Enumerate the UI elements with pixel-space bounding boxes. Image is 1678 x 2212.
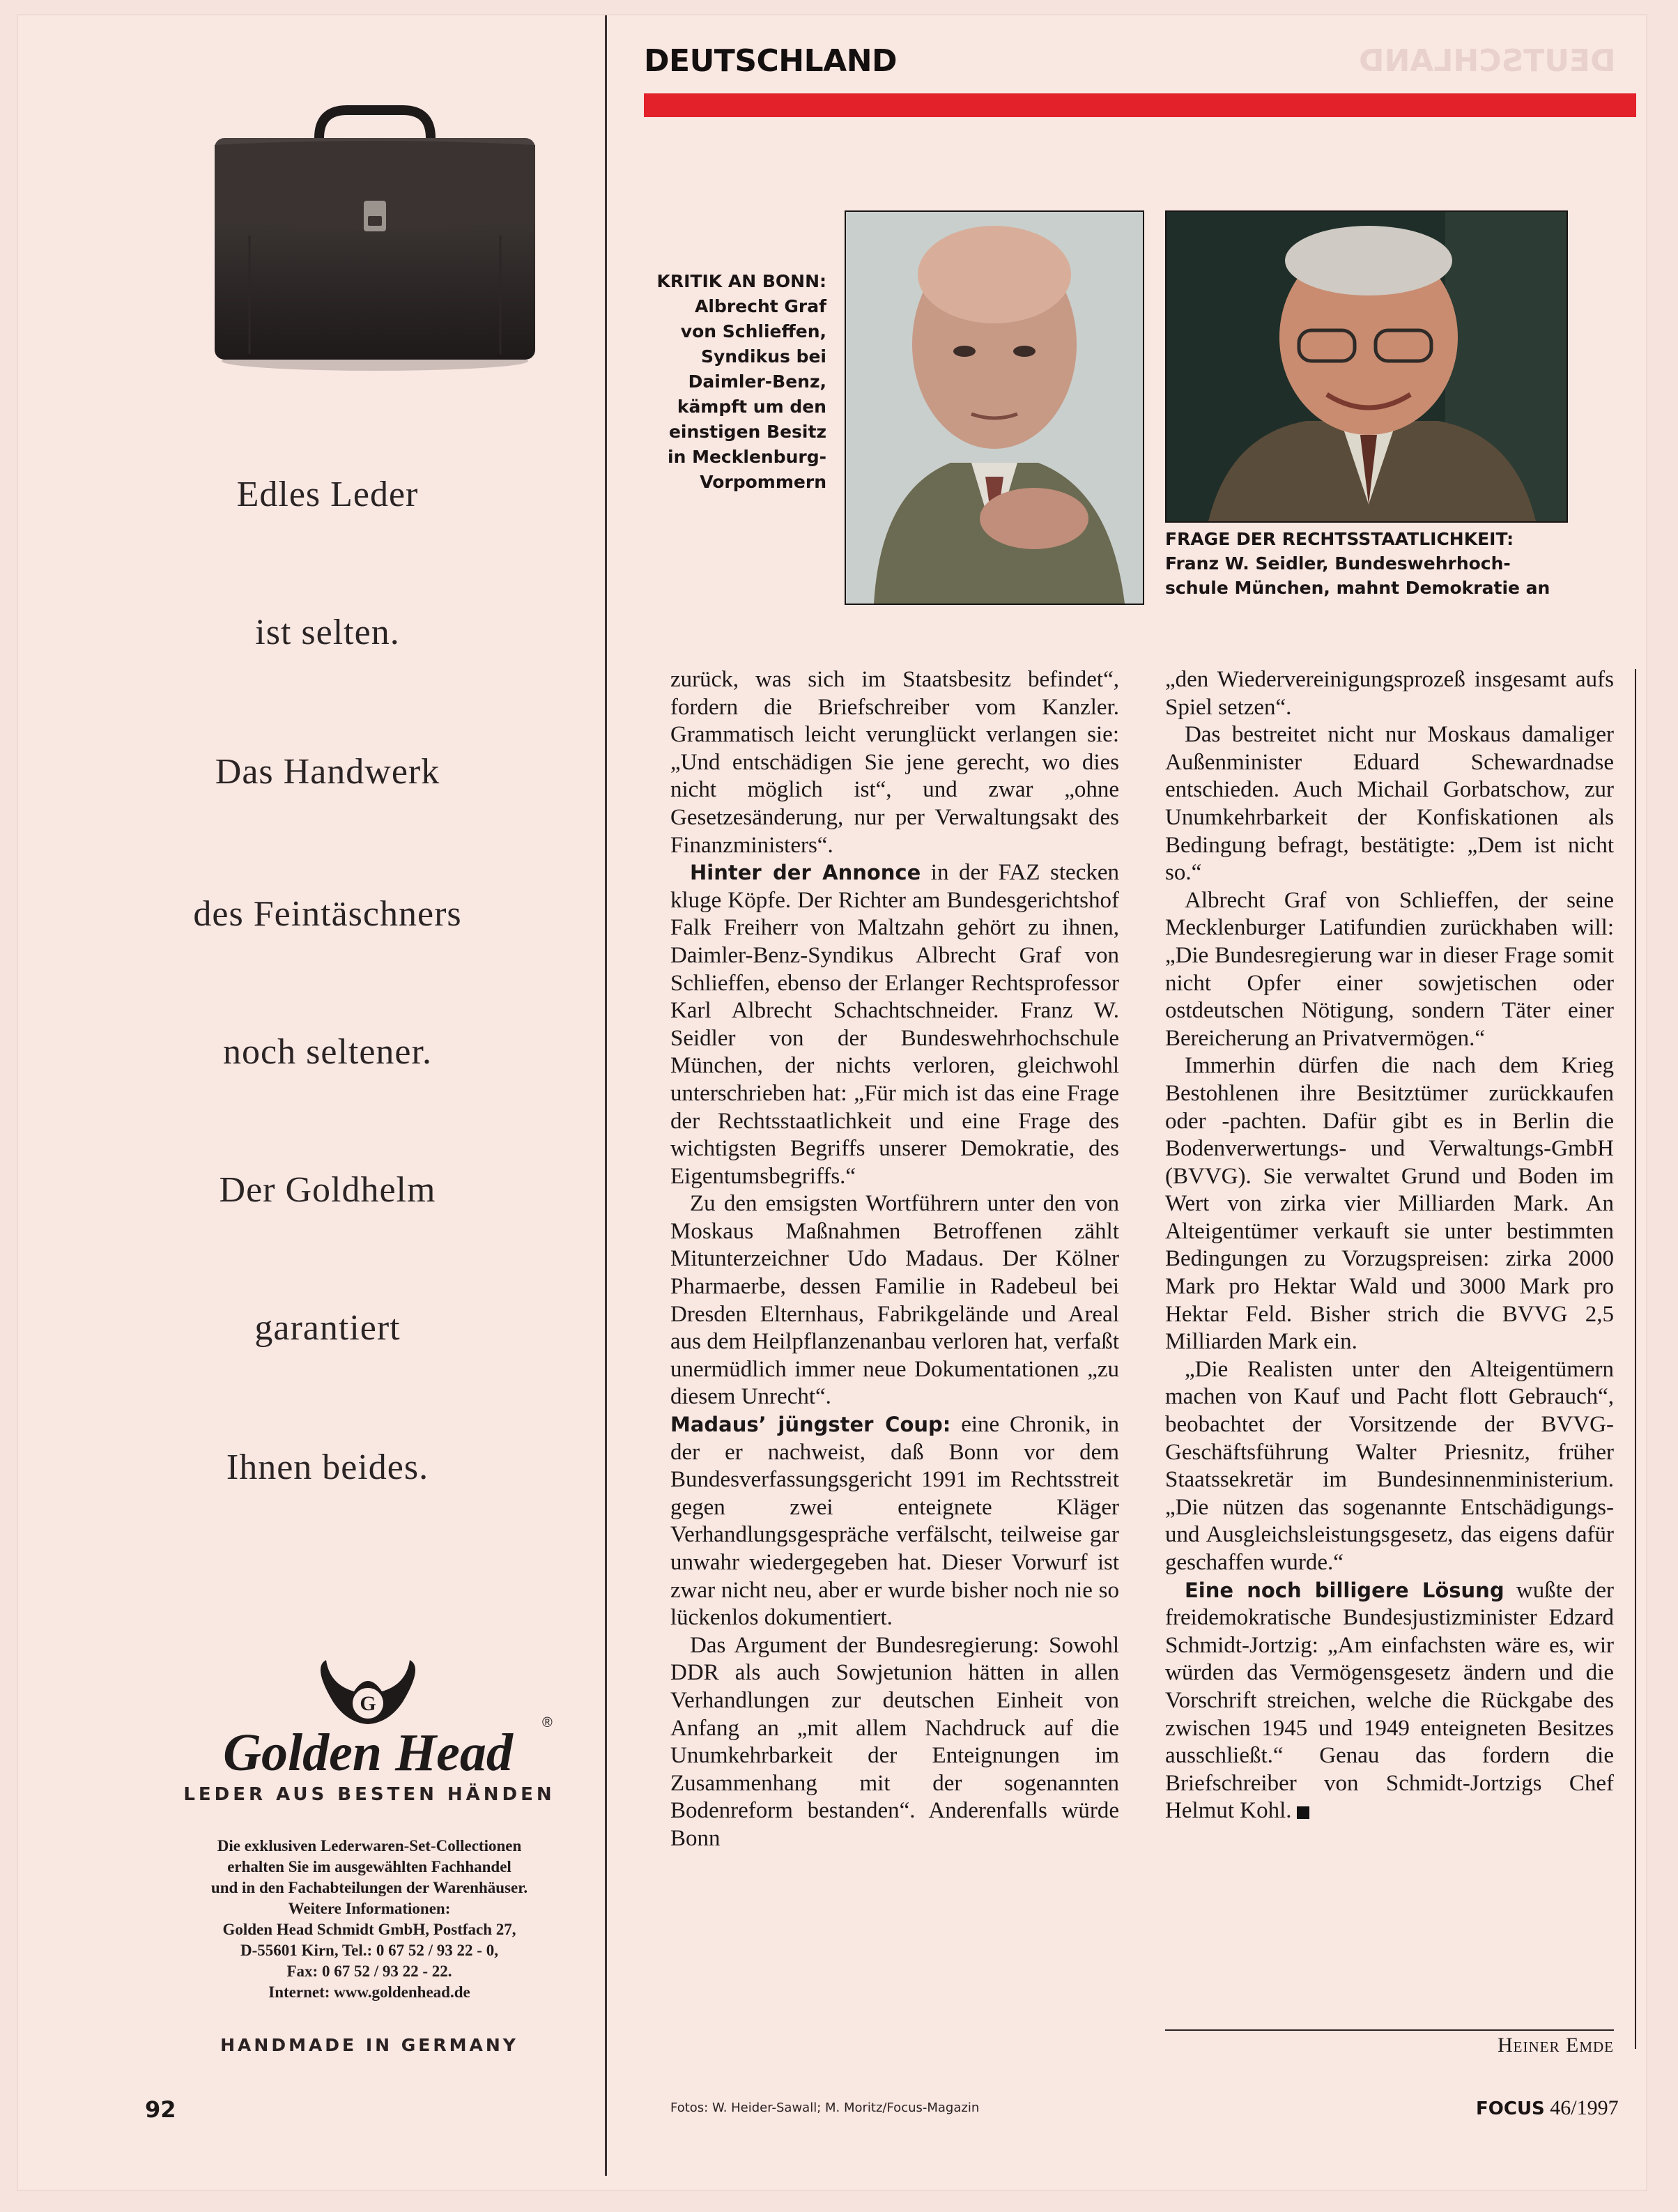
photo-credit: Fotos: W. Heider-Sawall; M. Moritz/Focus-Magazin [670,2100,980,2115]
registered-mark: ® [542,1715,553,1730]
ad-website: Internet: www.goldenhead.de [268,1983,470,2001]
svg-text:G: G [360,1692,376,1715]
ad-line: garantiert [254,1308,401,1348]
ad-line: des Feintäschners [193,894,462,934]
caption-line: einstigen Besitz [668,422,826,442]
caption-line: schule München, mahnt Demokratie an [1165,578,1550,598]
caption-line: Franz W. Seidler, Bundeswehrhoch- [1165,553,1511,574]
article-paragraph: Eine noch billigere Lösung wußte der freidemokratische Bundesjustizminister Edzard Schmidt-Jortzig: „Am einfachsten wäre es, wir würden das Vermögensgesetz ändern und die Vorschrift streichen, welche die Rückgabe des zwischen 1945 und 1949 enteigneten Besitzes ausschließt.“ Genau das fordern die Briefschreiber von Schmidt-Jortzigs Chef Helmut Kohl. [1165,1577,1614,1824]
ad-line: Edles Leder [236,475,419,514]
caption-line: FRAGE DER RECHTSSTAATLICHKEIT: [1165,529,1514,549]
photo-caption-right [1165,527,1597,600]
column-divider [605,15,607,2176]
article-paragraph: „Die Realisten unter den Alteigentümern machen von Kauf und Pacht flott Gebrauch“, beobachtet der Vorsitzende der BVVG-Geschäftsführung Walter Priesnitz, früher Staatssekretär im Bundesinnenministerium. „Die nützen das sogenannte Entschädigungs- und Ausgleichsleistungsgesetz, das eigens dafür geschaffen wurde.“ [1165,1356,1614,1575]
ad-info-line: und in den Fachabteilungen der Warenhäuser. [210,1879,528,1896]
section-title: DEUTSCHLAND [644,43,898,79]
portrait-image [1167,212,1567,521]
end-of-article-mark [1297,1806,1309,1819]
article-column-1 [670,666,1119,1853]
caption-line: kämpft um den [677,397,826,417]
photo-caption-left [613,269,826,495]
ad-line: Das Handwerk [215,752,440,792]
handmade-label: HANDMADE IN GERMANY [220,2035,518,2055]
paragraph-lead: Madaus’ jüngster Coup: [670,1413,951,1437]
magazine-name: FOCUS [1476,2098,1545,2119]
author-rule [1165,2029,1614,2031]
caption-line: in Mecklenburg- [668,447,826,467]
brand-tagline: LEDER AUS BESTEN HÄNDEN [183,1784,555,1805]
ad-line: ist selten. [255,613,400,652]
ad-info-line: erhalten Sie im ausgewählten Fachhandel [227,1858,511,1875]
portrait-image [846,212,1143,604]
photo-schlieffen [845,210,1144,605]
ad-line: Der Goldhelm [219,1170,436,1210]
article-paragraph: Madaus’ jüngster Coup: eine Chronik, in der er nachweist, daß Bonn vor dem Bundesverfassungsgericht 1991 im Rechtsstreit gegen zwei enteignete Kläger Verhandlungsgespräche verfälscht, teilweise gar unwahr wiedergegeben hat. Dieser Vorwurf ist zwar nicht neu, aber er wurde bisher noch nie so lückenlos dokumentiert. [670,1412,1119,1631]
caption-line: KRITIK AN BONN: [656,271,826,291]
right-edge-rule [1635,669,1636,2049]
article-column-2 [1165,666,1614,1825]
article-paragraph: Hinter der Annonce in der FAZ stecken kluge Köpfe. Der Richter am Bundesgerichtshof Falk Freiherr von Maltzahn gehört zu ihnen, Daimler-Benz-Syndikus Albrecht Graf von Schlieffen, ebenso der Erlanger Rechtsprofessor Karl Albrecht Schachtschneider. Franz W. Seidler von der Bundeswehrhochschule München, der nichts verloren, gleichwohl unterschrieben hat: „Für mich ist das eine Frage der Rechtsstaatlichkeit und eine Frage des wichtigsten Begriffs unserer Demokratie, des Eigentumsbegriffs.“ [670,860,1119,1189]
magazine-issue [1476,2096,1619,2120]
briefcase-icon [208,96,542,375]
article-paragraph: zurück, was sich im Staatsbesitz befindet“, fordern die Briefschreiber vom Kanzler. Grammatisch leicht verunglückt verlangen sie: „Und entschädigen Sie jene gerecht, wo dies nicht möglich ist“, und zwar „ohne Gesetzesänderung, nur per Verwaltungsakt des Finanzministers“. [670,667,1119,858]
ad-info-line: Die exklusiven Lederwaren-Set-Collectionen [217,1837,522,1854]
caption-line: Syndikus bei [701,346,826,367]
ad-info-line: Fax: 0 67 52 / 93 22 - 22. [286,1963,452,1980]
ad-info-line: D-55601 Kirn, Tel.: 0 67 52 / 93 22 - 0, [240,1942,498,1959]
bleed-through-text: DEUTSCHLAND [1359,43,1616,79]
page-number: 92 [145,2096,176,2123]
caption-line: Daimler-Benz, [688,371,826,392]
article-author: Heiner Emde [1498,2034,1614,2057]
article-paragraph: Albrecht Graf von Schlieffen, der seine Mecklenburger Latifundien zurückhaben will: „Die Bundesregierung war in dieser Frage somit nicht Opfer einer sowjetischen oder ostdeutschen Nötigung, sondern Täter einer Bereicherung an Privatvermögen.“ [1165,887,1614,1051]
section-accent-bar [644,93,1636,117]
issue-number: 46/1997 [1550,2096,1619,2119]
ad-line: noch seltener. [223,1032,432,1072]
ad-info-line: Weitere Informationen: [288,1900,451,1917]
ad-info-line: Golden Head Schmidt GmbH, Postfach 27, [222,1921,516,1938]
brand-wordmark: Golden Head [223,1723,513,1782]
paragraph-lead: Hinter der Annonce [690,861,921,885]
article-paragraph: Das bestreitet nicht nur Moskaus damaliger Außenminister Eduard Schewardnadse entschieden. Auch Michail Gorbatschow, zur Unumkehrbarkeit der Konfiskationen als Bedingung befragt, bestätigte: „Dem ist nicht so.“ [1165,722,1614,886]
photo-seidler [1165,210,1568,523]
golden-head-logo [180,1660,556,1785]
article-paragraph: Das Argument der Bundesregierung: Sowohl DDR als auch Sowjetunion hätten in allen Verhandlungen zur deutschen Einheit von Anfang an „mit allem Nachdruck auf die Unumkehrbarkeit der Enteignungen im Zusammenhang mit der sogenannten Bodenreform bestanden“. Anderenfalls würde Bonn [670,1632,1119,1851]
article-paragraph: Immerhin dürfen die nach dem Krieg Bestohlenen ihre Besitztümer zurückkaufen oder -pachten. Dafür gibt es in Berlin die Bodenverwertungs- und Verwaltungs-GmbH (BVVG). Sie verwaltet Grund und Boden im Wert von zirka vier Milliarden Mark. An Alteigentümer verkauft sie unter bestimmten Bedingungen zu Vorzugspreisen: zirka 2000 Mark pro Hektar Wald und 3000 Mark pro Hektar Feld. Bisher strich die BVVG 2,5 Milliarden Mark ein. [1165,1053,1614,1355]
caption-line: von Schlieffen, [680,321,826,341]
article-paragraph: Zu den emsigsten Wortführern unter den von Moskaus Maßnahmen Betroffenen zählt Mitunterzeichner Udo Madaus. Der Kölner Pharmaerbe, dessen Familie in Radebeul bei Dresden Elternhaus, Fabrikgelände und Areal aus dem Heilpflanzenanbau verloren hat, verfaßt unermüdlich immer neue Dokumentationen „zu diesem Unrecht“. [670,1191,1119,1410]
paragraph-lead: Eine noch billigere Lösung [1185,1578,1504,1602]
ad-line: Ihnen beides. [226,1447,429,1487]
caption-line: Vorpommern [700,472,826,492]
ad-contact-info [160,1836,578,2003]
caption-line: Albrecht Graf [695,296,826,316]
article-paragraph: „den Wiedervereinigungsprozeß insgesamt aufs Spiel setzen“. [1165,667,1614,720]
